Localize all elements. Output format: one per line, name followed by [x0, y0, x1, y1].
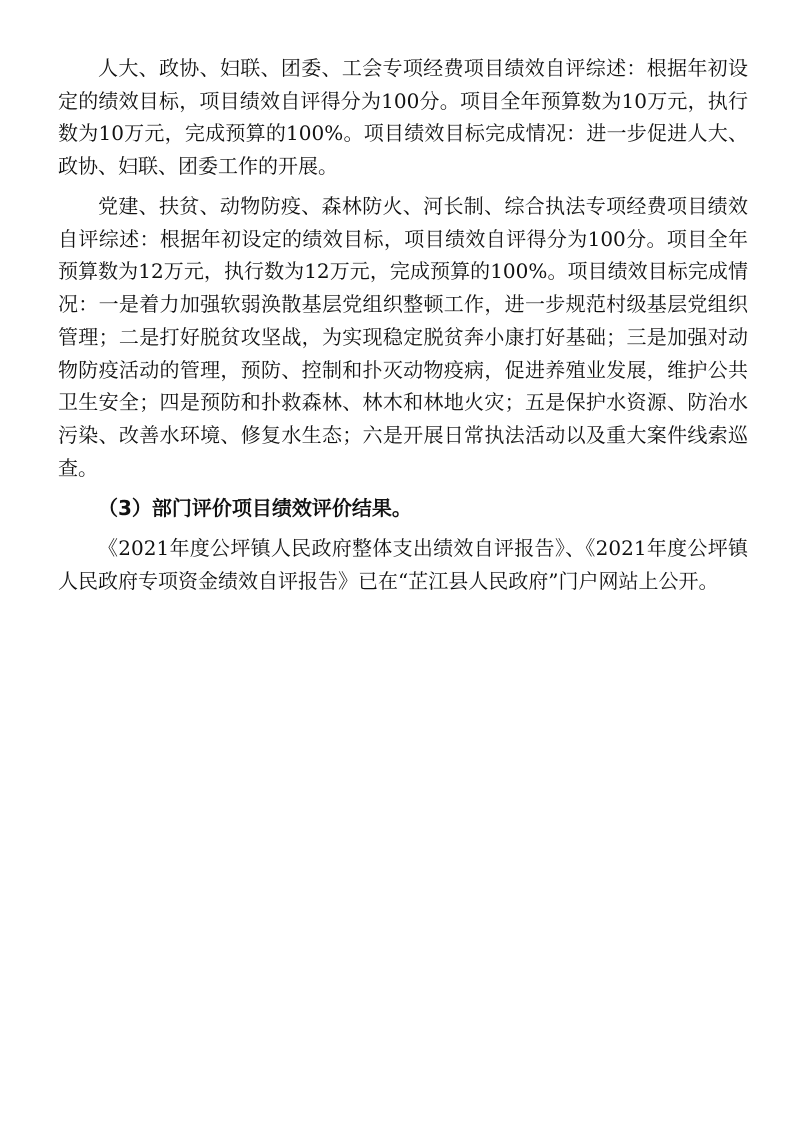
paragraph-special-funds-party-building: 党建、扶贫、动物防疫、森林防火、河长制、综合执法专项经费项目绩效自评综述：根据年初设定的绩效目标，项目绩效自评得分为100分。项目全年预算数为12万元，执行数为12万元，完成预算的100%。项目绩效目标完成情况：一是着力加强软弱涣散基层党组织整顿工作，进一步规范村级基层党组织管理；二是打好脱贫攻坚战，为实现稳定脱贫奔小康打好基础；三是加强对动物防疫活动的管理，预防、控制和扑灭动物疫病，促进养殖业发展，维护公共卫生安全；四是预防和扑救森林、林木和林地火灾；五是保护水资源、防治水污染、改善水环境、修复水生态；六是开展日常执法活动以及重大案件线索巡查。: [58, 194, 748, 480]
section-heading: （3）部门评价项目绩效评价结果。: [98, 496, 412, 521]
paragraph-publication-notice: 《2021年度公坪镇人民政府整体支出绩效自评报告》、《2021年度公坪镇人民政府专项资金绩效自评报告》已在“芷江县人民政府”门户网站上公开。: [58, 536, 748, 594]
document-page: [58, 52, 748, 606]
paragraph-special-funds-npc: 人大、政协、妇联、团委、工会专项经费项目绩效自评综述：根据年初设定的绩效目标，项目绩效自评得分为100分。项目全年预算数为10万元，执行数为10万元，完成预算的100%。项目绩效目标完成情况：进一步促进人大、政协、妇联、团委工作的开展。: [58, 56, 748, 178]
